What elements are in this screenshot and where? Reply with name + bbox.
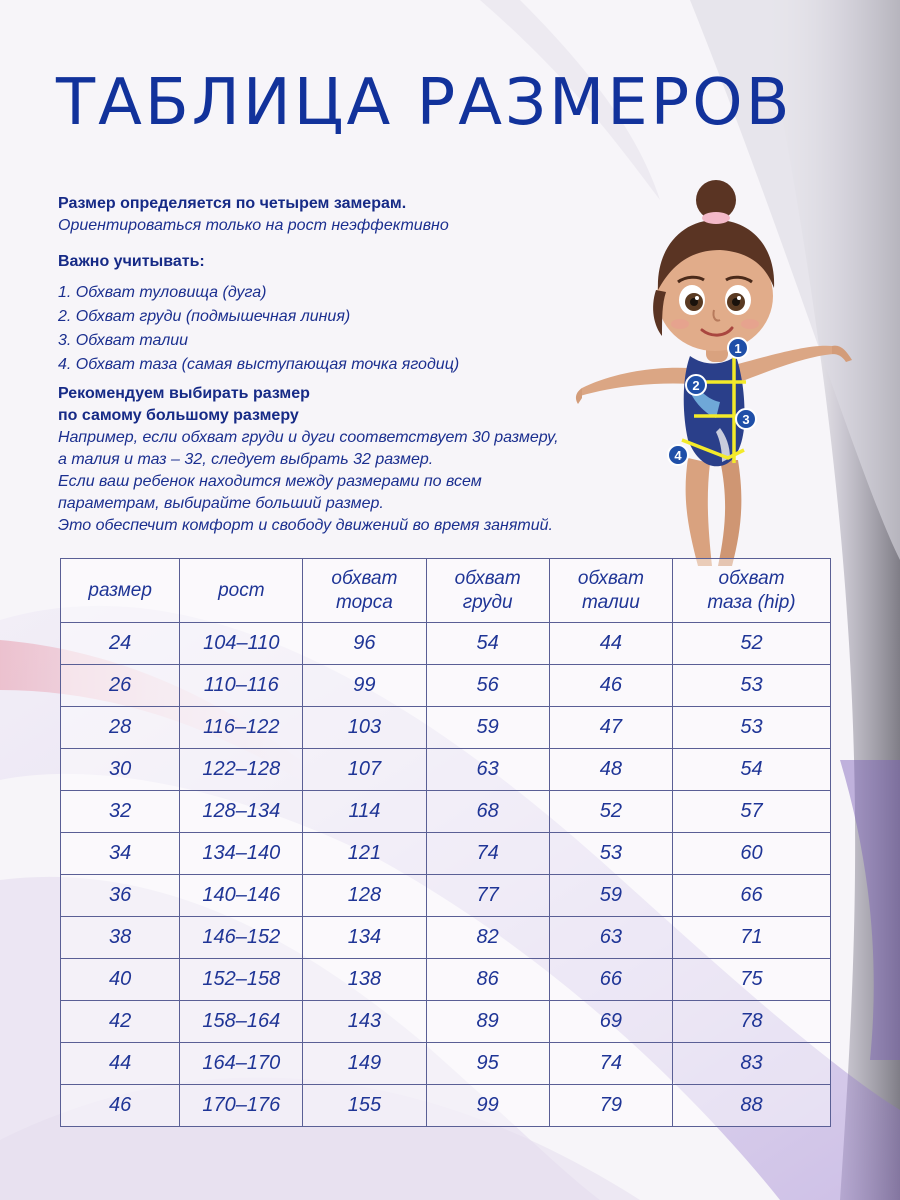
table-cell: 121 [303, 833, 426, 875]
list-item: 1. Обхват туловища (дуга) [58, 284, 267, 301]
table-cell: 71 [673, 917, 831, 959]
table-row [61, 959, 831, 1001]
table-row [61, 1085, 831, 1127]
table-header-row [61, 559, 831, 623]
table-cell: 86 [426, 959, 549, 1001]
table-cell: 88 [673, 1085, 831, 1127]
table-row [61, 707, 831, 749]
table-cell: 107 [303, 749, 426, 791]
recommendation-block [58, 383, 658, 537]
table-cell: 95 [426, 1043, 549, 1085]
marker-4 [668, 445, 688, 465]
table-cell: 74 [426, 833, 549, 875]
table-cell: 59 [426, 707, 549, 749]
table-cell: 74 [549, 1043, 672, 1085]
table-cell: 75 [673, 959, 831, 1001]
measurement-list [58, 281, 658, 377]
table-cell: 152–158 [180, 959, 303, 1001]
svg-text:4: 4 [674, 448, 682, 463]
recommend-heading-2: по самому большому размеру [58, 407, 299, 424]
table-cell: 116–122 [180, 707, 303, 749]
svg-text:1: 1 [734, 341, 742, 356]
table-cell: 24 [61, 623, 180, 665]
table-cell: 155 [303, 1085, 426, 1127]
table-cell: 60 [673, 833, 831, 875]
table-cell: 122–128 [180, 749, 303, 791]
table-cell: 134–140 [180, 833, 303, 875]
table-cell: 66 [673, 875, 831, 917]
table-cell: 30 [61, 749, 180, 791]
table-cell: 114 [303, 791, 426, 833]
column-header: размер [61, 559, 180, 623]
table-cell: 46 [61, 1085, 180, 1127]
table-cell: 63 [426, 749, 549, 791]
table-cell: 56 [426, 665, 549, 707]
table-cell: 149 [303, 1043, 426, 1085]
table-cell: 68 [426, 791, 549, 833]
important-heading: Важно учитывать: [58, 253, 205, 270]
table-cell: 104–110 [180, 623, 303, 665]
column-header: обхват талии [549, 559, 672, 623]
recommend-line: Например, если обхват груди и дуги соответствует 30 размеру, [58, 429, 559, 446]
table-cell: 47 [549, 707, 672, 749]
table-cell: 77 [426, 875, 549, 917]
table-cell: 158–164 [180, 1001, 303, 1043]
table-cell: 38 [61, 917, 180, 959]
table-cell: 52 [549, 791, 672, 833]
table-cell: 46 [549, 665, 672, 707]
table-row [61, 917, 831, 959]
table-cell: 146–152 [180, 917, 303, 959]
gymnast-illustration [570, 178, 860, 568]
table-cell: 53 [549, 833, 672, 875]
column-header: рост [180, 559, 303, 623]
table-cell: 63 [549, 917, 672, 959]
table-cell: 42 [61, 1001, 180, 1043]
table-cell: 128–134 [180, 791, 303, 833]
table-cell: 36 [61, 875, 180, 917]
table-row [61, 791, 831, 833]
table-cell: 78 [673, 1001, 831, 1043]
table-cell: 40 [61, 959, 180, 1001]
table-cell: 53 [673, 707, 831, 749]
list-item: 2. Обхват груди (подмышечная линия) [58, 308, 351, 325]
column-header: обхват торса [303, 559, 426, 623]
table-cell: 54 [673, 749, 831, 791]
table-cell: 89 [426, 1001, 549, 1043]
table-cell: 28 [61, 707, 180, 749]
marker-1 [728, 338, 748, 358]
recommend-line: параметрам, выбирайте больший размер. [58, 495, 384, 512]
table-cell: 170–176 [180, 1085, 303, 1127]
table-cell: 96 [303, 623, 426, 665]
page-title: ТАБЛИЦА РАЗМЕРОВ [56, 66, 793, 140]
table-cell: 34 [61, 833, 180, 875]
table-cell: 110–116 [180, 665, 303, 707]
table-row [61, 833, 831, 875]
column-header: обхват таза (hip) [673, 559, 831, 623]
table-cell: 134 [303, 917, 426, 959]
table-cell: 53 [673, 665, 831, 707]
table-cell: 164–170 [180, 1043, 303, 1085]
table-cell: 52 [673, 623, 831, 665]
table-cell: 66 [549, 959, 672, 1001]
table-cell: 82 [426, 917, 549, 959]
table-row [61, 1001, 831, 1043]
table-cell: 44 [549, 623, 672, 665]
table-row [61, 1043, 831, 1085]
table-cell: 140–146 [180, 875, 303, 917]
table-cell: 99 [426, 1085, 549, 1127]
table-row [61, 623, 831, 665]
table-row [61, 665, 831, 707]
recommend-line: Это обеспечит комфорт и свободу движений во время занятий. [58, 517, 553, 534]
marker-2 [686, 375, 706, 395]
table-cell: 44 [61, 1043, 180, 1085]
table-row [61, 749, 831, 791]
recommend-line: а талия и таз – 32, следует выбрать 32 размер. [58, 451, 434, 468]
table-cell: 83 [673, 1043, 831, 1085]
table-cell: 138 [303, 959, 426, 1001]
table-row [61, 875, 831, 917]
table-cell: 59 [549, 875, 672, 917]
list-item: 3. Обхват талии [58, 332, 189, 349]
table-cell: 54 [426, 623, 549, 665]
recommend-heading-1: Рекомендуем выбирать размер [58, 385, 310, 402]
intro-line-1: Размер определяется по четырем замерам. [58, 195, 407, 212]
recommend-line: Если ваш ребенок находится между размерами по всем [58, 473, 482, 490]
list-item: 4. Обхват таза (самая выступающая точка ягодиц) [58, 356, 460, 373]
table-cell: 143 [303, 1001, 426, 1043]
table-cell: 26 [61, 665, 180, 707]
table-cell: 48 [549, 749, 672, 791]
intro-line-2: Ориентироваться только на рост неэффективно [58, 217, 449, 234]
size-table [60, 558, 831, 1127]
column-header: обхват груди [426, 559, 549, 623]
table-cell: 103 [303, 707, 426, 749]
table-cell: 99 [303, 665, 426, 707]
svg-text:3: 3 [742, 412, 750, 427]
table-cell: 32 [61, 791, 180, 833]
table-cell: 69 [549, 1001, 672, 1043]
table-cell: 79 [549, 1085, 672, 1127]
svg-text:2: 2 [692, 378, 700, 393]
info-block [58, 193, 658, 537]
table-cell: 128 [303, 875, 426, 917]
table-body [61, 623, 831, 1127]
marker-3 [736, 409, 756, 429]
table-cell: 57 [673, 791, 831, 833]
